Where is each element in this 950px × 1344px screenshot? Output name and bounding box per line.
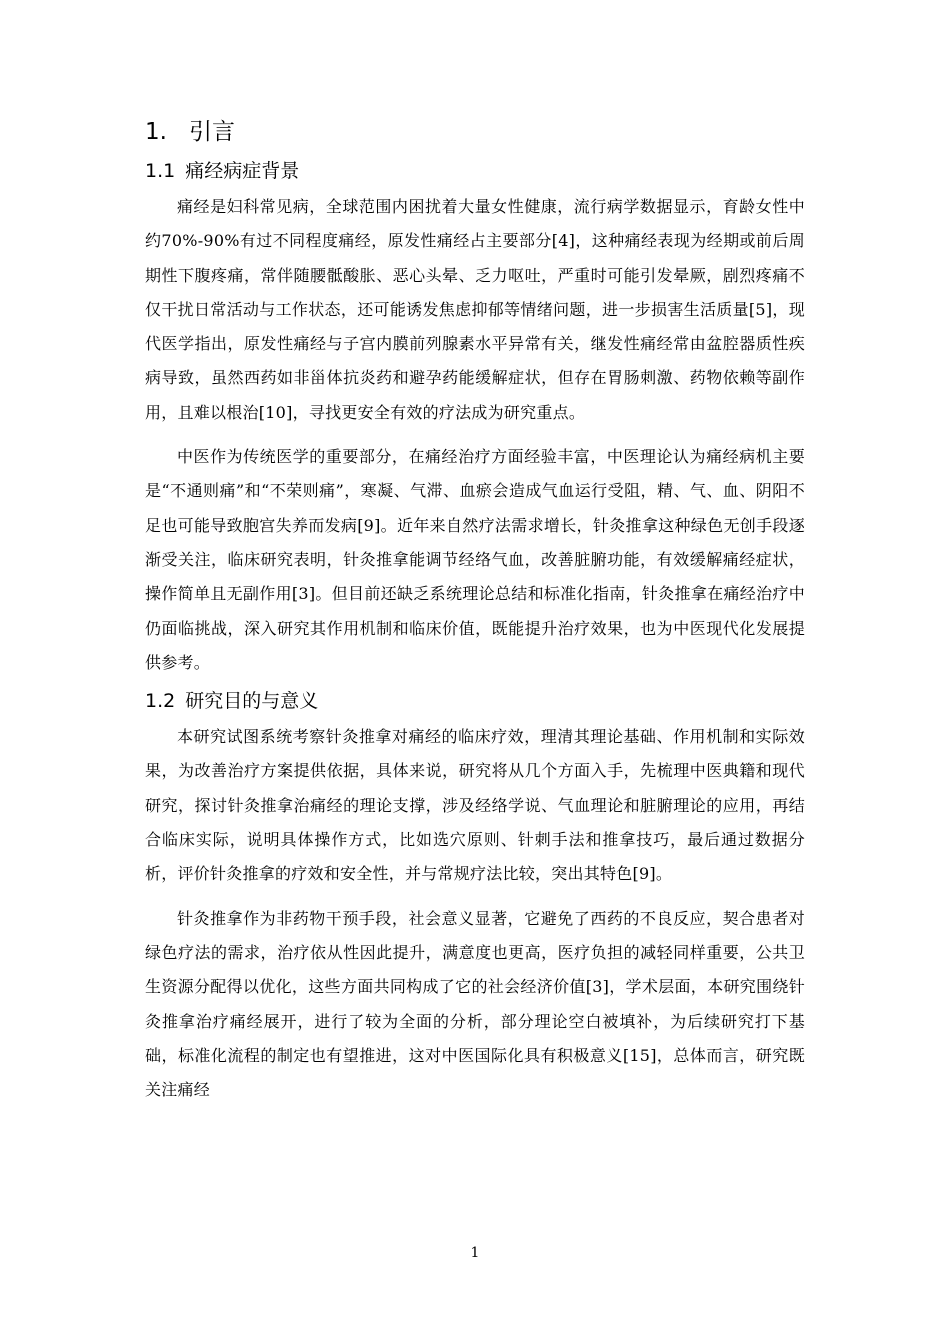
paragraph: 本研究试图系统考察针灸推拿对痛经的临床疗效，理清其理论基础、作用机制和实际效果，为改善治疗方案提供依据，具体来说，研究将从几个方面入手，先梳理中医典籍和现代研究，探讨针灸推拿治痛经的理论支撑，涉及经络学说、气血理论和脏腑理论的应用，再结合临床实际，说明具体操作方式，比如选穴原则、针刺手法和推拿技巧，最后通过数据分析，评价针灸推拿的疗效和安全性，并与常规疗法比较，突出其特色[9]。	[145, 727, 805, 884]
section-title: 引言	[188, 119, 235, 145]
paragraph: 中医作为传统医学的重要部分，在痛经治疗方面经验丰富，中医理论认为痛经病机主要是“不通则痛”和“不荣则痛”，寒凝、气滞、血瘀会造成气血运行受阻，精、气、血、阴阳不足也可能导致胞宫失养而发病[9]。近年来自然疗法需求增长，针灸推拿这种绿色无创手段逐渐受关注，临床研究表明，针灸推拿能调节经络气血，改善脏腑功能，有效缓解痛经症状，操作简单且无副作用[3]。但目前还缺乏系统理论总结和标准化指南，针灸推拿在痛经治疗中仍面临挑战，深入研究其作用机制和临床价值，既能提升治疗效果，也为中医现代化发展提供参考。	[145, 447, 805, 672]
subsection-title: 痛经病症背景	[185, 160, 300, 182]
section-number: 1.	[145, 119, 167, 145]
section-heading-1	[145, 112, 805, 154]
paragraph: 痛经是妇科常见病，全球范围内困扰着大量女性健康，流行病学数据显示，育龄女性中约70%-90%有过不同程度痛经，原发性痛经占主要部分[4]，这种痛经表现为经期或前后周期性下腹疼痛，常伴随腰骶酸胀、恶心头晕、乏力呕吐，严重时可能引发晕厥，剧烈疼痛不仅干扰日常活动与工作状态，还可能诱发焦虑抑郁等情绪问题，进一步损害生活质量[5]，现代医学指出，原发性痛经与子宫内膜前列腺素水平异常有关，继发性痛经常由盆腔器质性疾病导致，虽然西药如非甾体抗炎药和避孕药能缓解症状，但存在胃肠刺激、药物依赖等副作用，且难以根治[10]，寻找更安全有效的疗法成为研究重点。	[145, 197, 805, 422]
subsection-heading-1-1	[145, 154, 805, 190]
subsection-heading-1-2	[145, 684, 805, 720]
subsection-title: 研究目的与意义	[185, 690, 319, 713]
subsection-number: 1.1	[145, 160, 176, 182]
paragraph: 针灸推拿作为非药物干预手段，社会意义显著，它避免了西药的不良反应，契合患者对绿色疗法的需求，治疗依从性因此提升，满意度也更高，医疗负担的减轻同样重要，公共卫生资源分配得以优化，这些方面共同构成了它的社会经济价值[3]，学术层面，本研究围绕针灸推拿治疗痛经展开，进行了较为全面的分析，部分理论空白被填补，为后续研究打下基础，标准化流程的制定也有望推进，这对中医国际化具有积极意义[15]，总体而言，研究既关注痛经	[145, 908, 805, 1100]
subsection-number: 1.2	[145, 690, 176, 713]
page-number: 1	[470, 1245, 480, 1261]
page-content	[145, 112, 805, 1107]
